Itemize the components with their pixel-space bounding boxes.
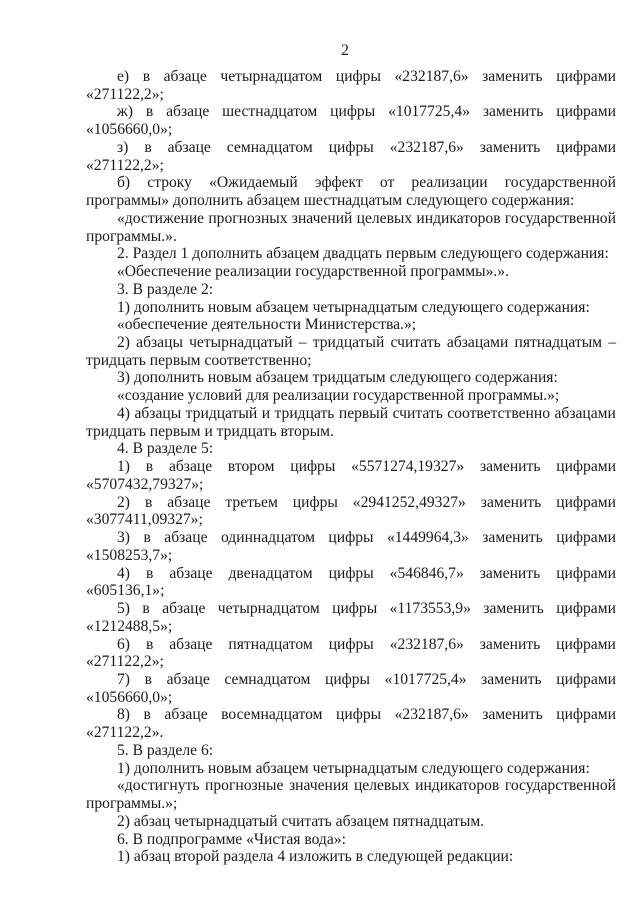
paragraph-line: «271122,2»;: [86, 85, 164, 103]
paragraph-line: [86, 494, 616, 512]
paragraph-line: программы.».: [86, 227, 177, 245]
word: в: [142, 68, 151, 85]
paragraph: [86, 848, 616, 866]
word: цифры: [324, 670, 371, 688]
word: абзацами: [554, 404, 616, 422]
word: целевых: [353, 777, 410, 795]
word: считать: [392, 404, 443, 422]
word: цифрами: [556, 103, 616, 121]
word: цифрами: [556, 600, 616, 618]
paragraph: [86, 440, 616, 458]
paragraph-line: «271122,2».: [86, 724, 164, 742]
word: –: [608, 334, 616, 352]
paragraph-line: тридцать первым соответственно;: [86, 351, 312, 369]
word: абзаце: [166, 670, 210, 688]
paragraph: [86, 458, 616, 493]
paragraph-line: «271122,2»;: [86, 653, 164, 671]
word: абзаце: [164, 529, 208, 547]
word: восемнадцатом: [221, 706, 323, 724]
word: тридцатый: [312, 334, 385, 352]
word: заменить: [482, 706, 543, 724]
paragraph-line: [86, 706, 616, 724]
word: цифры: [328, 635, 374, 653]
word: 4): [117, 564, 130, 582]
word: «2941252,49327»: [352, 493, 466, 511]
word: первый: [338, 404, 389, 422]
paragraph-line: «5707432,79327»;: [86, 475, 204, 493]
word: в: [145, 564, 154, 582]
word: 2): [117, 493, 130, 511]
word: тридцать: [274, 404, 335, 422]
paragraph-line: 1) абзац второй раздела 4 изложить в следующей редакции:: [117, 848, 514, 866]
paragraph: [86, 529, 616, 564]
word: цифрами: [556, 493, 616, 511]
paragraph: [86, 68, 616, 103]
word: заменить: [480, 493, 542, 511]
paragraph: [86, 494, 616, 529]
word: «232187,6»: [389, 635, 464, 653]
paragraph-line: 6. В подпрограмме «Чистая вода»:: [117, 830, 346, 848]
word: «1449964,3»: [386, 529, 469, 547]
word: в: [144, 670, 152, 688]
paragraph: [86, 103, 616, 138]
word: «1017725,4»: [388, 103, 470, 121]
word: –: [298, 334, 307, 352]
word: в: [143, 706, 151, 724]
paragraph-line: «3077411,09327»;: [86, 511, 203, 529]
word: абзаце: [163, 68, 207, 85]
word: одиннадцатом: [220, 529, 315, 547]
paragraph: [86, 174, 616, 209]
word: соответственно: [447, 404, 551, 422]
word: «1173553,9»: [389, 600, 471, 618]
word: в: [145, 458, 154, 476]
word: целевых: [356, 209, 413, 227]
word: заменить: [482, 529, 543, 547]
word: цифрами: [556, 670, 616, 688]
word: цифрами: [556, 68, 616, 85]
word: 3): [117, 529, 130, 547]
word: ж): [117, 103, 133, 121]
word: прогнозных: [208, 209, 288, 227]
word: цифры: [292, 493, 338, 511]
paragraph: [86, 281, 616, 299]
paragraph-line: «Обеспечение реализации государственной программы».».: [117, 263, 509, 281]
word: абзаце: [167, 138, 211, 156]
paragraph-line: «1212488,5»;: [86, 617, 173, 635]
word: семнадцатом: [224, 670, 311, 688]
paragraph: [86, 706, 616, 741]
paragraph: [86, 139, 616, 174]
word: в: [144, 493, 153, 511]
word: абзаце: [162, 600, 206, 618]
word: «достижение: [117, 209, 205, 227]
word: е): [117, 68, 130, 85]
word: 6): [117, 635, 130, 653]
paragraph-line: [86, 565, 616, 583]
paragraph-line: «обеспечение деятельности Министерства.»;: [117, 316, 417, 334]
paragraph-line: 2. Раздел 1 дополнить абзацем двадцать первым следующего содержания:: [117, 245, 609, 263]
paragraph-line: [86, 777, 616, 795]
paragraph: [86, 671, 616, 706]
paragraph-line: [86, 405, 616, 423]
word: абзаце: [168, 458, 213, 476]
word: 7): [117, 670, 130, 688]
paragraph-line: тридцать первым и тридцать вторым.: [86, 422, 334, 440]
word: абзаце: [169, 564, 213, 582]
paragraph-line: 3) дополнить новым абзацем тридцатым следующего содержания:: [117, 369, 558, 387]
word: цифрами: [556, 458, 616, 476]
paragraph-line: «1056660,0»;: [86, 121, 173, 139]
word: цифры: [290, 458, 336, 476]
word: абзаце: [169, 635, 213, 653]
paragraph-line: [86, 210, 616, 228]
word: «достигнуть: [117, 777, 200, 795]
word: втором: [227, 458, 275, 476]
word: цифрами: [556, 706, 616, 724]
word: цифры: [335, 68, 381, 85]
word: пятнадцатом: [228, 635, 313, 653]
word: абзацами: [446, 334, 509, 352]
word: строку: [147, 174, 192, 192]
paragraph-line: 5. В разделе 6:: [117, 741, 214, 759]
word: государственной: [504, 209, 616, 227]
word: заменить: [479, 458, 541, 476]
word: з): [117, 138, 129, 156]
word: в: [144, 138, 152, 156]
word: двенадцатом: [228, 564, 313, 582]
word: 4): [117, 404, 130, 422]
word: государственной: [504, 777, 616, 795]
word: цифры: [328, 529, 374, 547]
word: заменить: [482, 68, 543, 85]
paragraph: [86, 565, 616, 600]
word: абзацы: [136, 334, 183, 352]
paragraph-line: «1056660,0»;: [86, 688, 173, 706]
paragraph-line: 1) дополнить новым абзацем четырнадцатым следующего содержания:: [117, 759, 590, 777]
paragraph-line: 1) дополнить новым абзацем четырнадцатым следующего содержания:: [117, 298, 590, 316]
word: абзаце: [167, 493, 211, 511]
word: абзаце: [166, 103, 210, 121]
document-body: [86, 68, 616, 866]
word: заменить: [479, 635, 541, 653]
paragraph-line: 2) абзац четырнадцатый считать абзацем пятнадцатым.: [117, 812, 485, 830]
word: значений: [291, 209, 353, 227]
paragraph: [86, 600, 616, 635]
word: цифрами: [556, 564, 616, 582]
word: заменить: [482, 103, 544, 121]
paragraph-line: [86, 458, 616, 476]
paragraph-line: 4. В разделе 5:: [117, 440, 214, 458]
paragraph-line: [86, 174, 616, 192]
paragraph-line: [86, 139, 616, 157]
word: «546846,7»: [389, 564, 464, 582]
paragraph-line: программы» дополнить абзацем шестнадцатым следующего содержания:: [86, 192, 575, 210]
paragraph: [86, 263, 616, 281]
word: четырнадцатом: [220, 68, 323, 85]
word: заменить: [479, 564, 541, 582]
word: б): [117, 174, 131, 192]
word: тридцатый: [185, 404, 258, 422]
word: «232187,6»: [394, 706, 469, 724]
word: индикаторов: [415, 777, 500, 795]
paragraph: [86, 742, 616, 760]
word: цифры: [332, 600, 378, 618]
word: цифры: [328, 138, 374, 156]
word: абзаце: [164, 706, 208, 724]
paragraph: [86, 636, 616, 671]
paragraph-line: программы.»;: [86, 795, 178, 813]
word: четырнадцатый: [189, 334, 293, 352]
paragraph: [86, 369, 616, 387]
paragraph: [86, 813, 616, 831]
word: 8): [117, 706, 130, 724]
word: государственной: [504, 174, 616, 192]
word: «Ожидаемый: [209, 174, 298, 192]
paragraph-line: «605136,1»;: [86, 582, 165, 600]
word: абзацы: [134, 404, 182, 422]
paragraph: [86, 210, 616, 245]
word: реализации: [411, 174, 488, 192]
word: шестнадцатом: [222, 103, 318, 121]
word: цифры: [330, 103, 376, 121]
paragraph-line: [86, 600, 616, 618]
word: заменить: [481, 670, 542, 688]
word: цифрами: [556, 529, 616, 547]
word: в: [143, 529, 151, 547]
paragraph-line: [86, 529, 616, 547]
page-number: 2: [341, 42, 349, 59]
word: от: [379, 174, 395, 192]
word: 2): [117, 334, 130, 352]
word: цифры: [336, 706, 382, 724]
word: считать: [390, 334, 441, 352]
word: цифрами: [556, 635, 616, 653]
paragraph: [86, 245, 616, 263]
word: в: [145, 103, 154, 121]
word: «5571274,19327»: [351, 458, 465, 476]
word: прогнозные: [205, 777, 284, 795]
paragraph-line: [86, 671, 616, 689]
word: в: [142, 600, 150, 618]
paragraph: [86, 760, 616, 778]
word: и: [261, 404, 271, 422]
paragraph-line: [86, 334, 616, 352]
paragraph: [86, 387, 616, 405]
word: третьем: [225, 493, 278, 511]
word: четырнадцатом: [217, 600, 320, 618]
word: заменить: [483, 600, 544, 618]
paragraph: [86, 777, 616, 812]
paragraph-line: [86, 103, 616, 121]
word: цифры: [328, 564, 374, 582]
paragraph: [86, 831, 616, 849]
paragraph-line: [86, 68, 616, 86]
word: эффект: [314, 174, 363, 192]
paragraph: [86, 299, 616, 317]
word: семнадцатом: [226, 138, 313, 156]
paragraph: [86, 334, 616, 369]
paragraph: [86, 405, 616, 440]
paragraph-line: 3. В разделе 2:: [117, 280, 214, 298]
word: заменить: [479, 138, 541, 156]
word: «232187,6»: [394, 68, 469, 85]
word: «232187,6»: [389, 138, 464, 156]
word: значения: [288, 777, 349, 795]
word: цифрами: [556, 138, 616, 156]
word: в: [145, 635, 154, 653]
paragraph-line: «271122,2»;: [86, 156, 164, 174]
paragraph-line: «1508253,7»;: [86, 546, 173, 564]
word: 1): [117, 458, 130, 476]
word: индикаторов: [416, 209, 501, 227]
word: 5): [117, 600, 130, 618]
paragraph: [86, 316, 616, 334]
paragraph-line: «создание условий для реализации государственной программы.»;: [117, 387, 560, 405]
word: пятнадцатым: [514, 334, 603, 352]
paragraph-line: [86, 636, 616, 654]
word: «1017725,4»: [384, 670, 467, 688]
